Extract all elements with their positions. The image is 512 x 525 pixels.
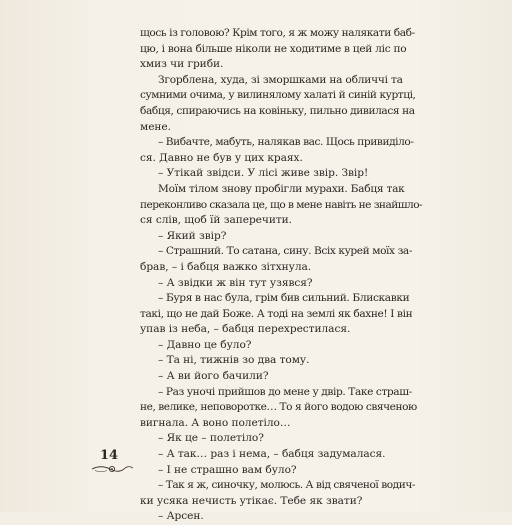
body-text <box>140 26 423 525</box>
text-line: Моїм тілом знову пробігли мурахи. Бабця так <box>158 182 405 195</box>
text-line: ся слів, щоб їй заперечити. <box>140 214 293 227</box>
text-line: переконливо сказала це, що в мене навіть не знайшло- <box>140 198 423 211</box>
text-line: бабця, спираючись на ковіньку, пильно дивилася на <box>140 104 415 117</box>
text-line: – Давно це було? <box>158 338 252 351</box>
text-line: сумними очима, у вилинялому халаті й синій куртці, <box>140 89 416 102</box>
text-line: мене. <box>140 120 171 133</box>
text-line: – Та ні, тижнів зо два тому. <box>158 354 310 367</box>
page-ornament-icon <box>90 463 136 475</box>
text-line: – Вибачте, мабуть, налякав вас. Щось привиділо- <box>158 136 414 149</box>
text-line: Згорблена, худа, зі зморшками на обличчі та <box>158 73 403 86</box>
text-line: – Страшний. То сатана, сину. Всіх курей моїх за- <box>158 245 413 258</box>
text-line: – А так… раз і нема, – бабця задумалася. <box>158 448 386 461</box>
text-line: – А ви його бачили? <box>158 370 269 383</box>
page-number: 14 <box>100 448 119 463</box>
text-line: ки усяка нечисть утікає. Тебе як звати? <box>140 494 363 507</box>
text-line: – Утікай звідси. У лісі живе звір. Звір! <box>158 167 369 180</box>
text-line: вигнала. А воно полетіло… <box>140 416 291 429</box>
text-line: – Як це – полетіло? <box>158 432 264 445</box>
text-line: щось із головою? Крім того, я ж можу налякати баб- <box>140 27 415 39</box>
text-line: – Раз уночі прийшов до мене у двір. Таке страш- <box>158 385 412 398</box>
text-line: ся. Давно не був у цих краях. <box>140 151 303 164</box>
text-line: – Так я ж, синочку, молюсь. А від свяченої водич- <box>158 479 415 492</box>
text-line: – Арсен. <box>158 510 204 523</box>
text-line: брав, – і бабця важко зітхнула. <box>140 260 312 273</box>
text-line: упав із неба, – бабця перехрестилася. <box>140 323 351 336</box>
text-line: – Який звір? <box>158 229 227 242</box>
text-line: хмиз чи гриби. <box>140 58 224 71</box>
text-line: – І не страшно вам було? <box>158 463 297 476</box>
text-line: – А звідки ж він тут узявся? <box>158 276 313 289</box>
text-line: такі, що не дай Боже. А тоді на землі як бахне! І він <box>140 307 413 320</box>
text-line: цю, і вона більше ніколи не ходитиме в цей ліс по <box>140 42 407 55</box>
text-line: не, велике, неповоротке… То я його водою свяченою <box>140 401 417 414</box>
text-line: – Буря в нас була, грім бив сильний. Блискавки <box>158 292 410 305</box>
